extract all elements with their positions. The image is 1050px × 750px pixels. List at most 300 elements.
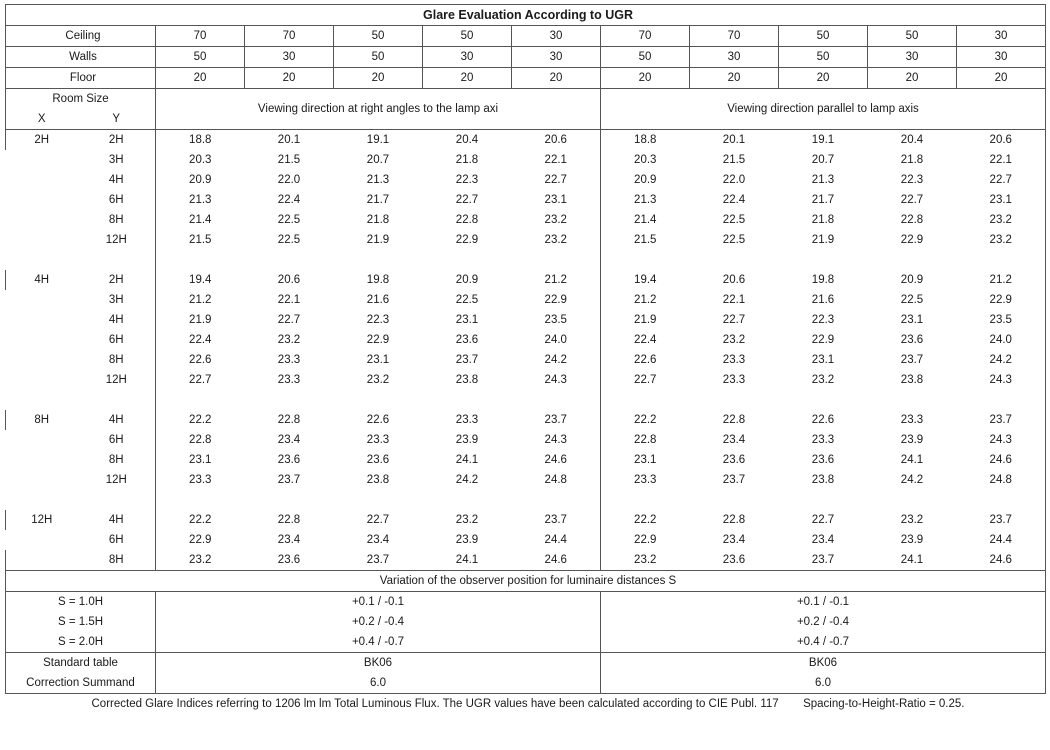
variation-right-value: +0.1 / -0.1 [601, 592, 1046, 613]
ugr-value: 23.9 [455, 433, 479, 446]
table-row [6, 450, 1046, 470]
ugr-value: 23.3 [277, 373, 301, 386]
ugr-value: 21.4 [189, 213, 212, 226]
ugr-value: 19.1 [334, 130, 423, 151]
variation-header: Variation of the observer position for luminaire distances S [6, 571, 1046, 592]
ugr-value: 23.3 [455, 413, 479, 426]
ugr-value: 23.1 [366, 353, 390, 366]
ugr-value: 21.2 [957, 270, 1046, 290]
ugr-value: 24.8 [957, 470, 1046, 490]
ugr-value: 23.3 [601, 470, 690, 490]
row-y-label: 2H [78, 130, 156, 151]
ugr-value: 21.9 [366, 233, 390, 246]
ugr-value: 23.2 [277, 333, 301, 346]
x-axis-label: X [6, 109, 78, 130]
ugr-value: 22.9 [957, 290, 1046, 310]
ugr-value: 21.7 [366, 193, 390, 206]
ugr-value: 21.5 [277, 153, 301, 166]
ugr-value: 20.1 [690, 130, 779, 151]
ugr-value: 22.8 [601, 430, 690, 450]
standard-table-label: Standard table [6, 653, 156, 674]
ugr-value: 23.7 [900, 353, 924, 366]
ugr-value: 23.6 [277, 453, 301, 466]
ugr-value: 23.3 [722, 353, 746, 366]
row-y-label: 6H [78, 530, 156, 550]
ugr-value: 20.6 [957, 130, 1046, 151]
floor-value: 20 [690, 68, 779, 89]
footer-note [6, 694, 1046, 715]
ugr-value: 24.6 [544, 453, 567, 466]
floor-value: 20 [957, 68, 1046, 89]
group-spacer [6, 250, 1046, 270]
ugr-value: 22.8 [900, 213, 924, 226]
ugr-value: 21.3 [189, 193, 212, 206]
ugr-value: 24.1 [900, 453, 924, 466]
ugr-value: 23.5 [544, 313, 567, 326]
ugr-value: 22.3 [366, 313, 390, 326]
ugr-value: 22.8 [277, 513, 301, 526]
ugr-value: 23.1 [900, 313, 924, 326]
ugr-value: 23.4 [277, 533, 301, 546]
ugr-value: 19.4 [189, 273, 212, 286]
ugr-value: 24.1 [868, 550, 957, 571]
standard-table-left: BK06 [156, 653, 601, 674]
ugr-value: 24.2 [455, 473, 479, 486]
ugr-value: 22.9 [900, 233, 924, 246]
ugr-value: 24.2 [900, 473, 924, 486]
ugr-value: 23.7 [722, 473, 746, 486]
table-row [6, 150, 1046, 170]
ugr-value: 23.2 [957, 210, 1046, 230]
ugr-value: 20.1 [245, 130, 334, 151]
ugr-value: 22.8 [455, 213, 479, 226]
ugr-value: 23.8 [455, 373, 479, 386]
ugr-value: 22.8 [277, 413, 301, 426]
ugr-value: 21.6 [366, 293, 390, 306]
table-row [6, 310, 1046, 330]
ugr-value: 22.9 [601, 530, 690, 550]
floor-value: 20 [868, 68, 957, 89]
variation-row [6, 592, 1046, 613]
variation-right-value: +0.2 / -0.4 [601, 612, 1046, 632]
ugr-value: 22.3 [900, 173, 924, 186]
reflectance-row-walls [6, 47, 1046, 68]
ugr-value: 24.6 [957, 550, 1046, 571]
ugr-value: 23.6 [722, 453, 746, 466]
ceiling-value: 50 [779, 26, 868, 47]
ugr-value: 20.6 [512, 130, 601, 151]
reflectance-row-floor [6, 68, 1046, 89]
floor-value: 20 [334, 68, 423, 89]
ugr-value: 20.9 [601, 170, 690, 190]
correction-summand-left: 6.0 [156, 673, 601, 694]
ugr-value: 23.2 [366, 373, 390, 386]
ugr-value: 22.4 [601, 330, 690, 350]
ugr-value: 23.7 [544, 413, 567, 426]
ugr-table [5, 4, 1046, 714]
standard-table-right: BK06 [601, 653, 1046, 674]
ugr-value: 23.7 [334, 550, 423, 571]
ugr-value: 23.9 [900, 533, 924, 546]
correction-summand-label: Correction Summand [6, 673, 156, 694]
row-y-label: 4H [78, 310, 156, 330]
floor-label: Floor [6, 68, 156, 89]
ugr-value: 23.7 [957, 410, 1046, 430]
table-row [6, 270, 1046, 290]
ugr-value: 22.7 [957, 170, 1046, 190]
ugr-value: 22.7 [544, 173, 567, 186]
row-y-label: 8H [78, 450, 156, 470]
ugr-value: 23.1 [544, 193, 567, 206]
table-row [6, 130, 1046, 151]
standard-table-row [6, 653, 1046, 674]
ugr-value: 23.2 [811, 373, 835, 386]
ugr-value: 21.8 [811, 213, 835, 226]
ugr-value: 21.5 [189, 233, 212, 246]
variation-label: S = 1.5H [6, 612, 156, 632]
floor-value: 20 [423, 68, 512, 89]
walls-value: 30 [512, 47, 601, 68]
walls-value: 50 [156, 47, 245, 68]
ugr-value: 24.6 [957, 450, 1046, 470]
direction-right-angles-label: Viewing direction at right angles to the lamp axi [156, 89, 601, 130]
ugr-value: 22.5 [900, 293, 924, 306]
row-y-label: 12H [78, 230, 156, 250]
ugr-value: 23.8 [900, 373, 924, 386]
ugr-value: 22.9 [811, 333, 835, 346]
ugr-value: 22.5 [722, 233, 746, 246]
ugr-value: 22.4 [189, 333, 212, 346]
ugr-value: 19.4 [601, 270, 690, 290]
ugr-value: 22.2 [189, 413, 212, 426]
ceiling-value: 70 [690, 26, 779, 47]
ugr-value: 22.3 [811, 313, 835, 326]
table-row [6, 330, 1046, 350]
ugr-value: 21.6 [811, 293, 835, 306]
ugr-value: 22.6 [601, 350, 690, 370]
ugr-value: 22.5 [277, 233, 301, 246]
ugr-value: 23.2 [900, 513, 924, 526]
ugr-value: 23.2 [957, 230, 1046, 250]
ugr-value: 20.3 [601, 150, 690, 170]
ugr-value: 23.2 [455, 513, 479, 526]
ugr-value: 21.5 [722, 153, 746, 166]
ugr-value: 23.6 [245, 550, 334, 571]
ugr-value: 21.8 [366, 213, 390, 226]
footer-spacing-ratio: Spacing-to-Height-Ratio = 0.25. [803, 697, 965, 710]
ugr-value: 23.7 [957, 510, 1046, 530]
ugr-value: 20.3 [189, 153, 212, 166]
ugr-value: 23.2 [722, 333, 746, 346]
ceiling-value: 70 [601, 26, 690, 47]
table-row [6, 230, 1046, 250]
ugr-value: 24.4 [544, 533, 567, 546]
ugr-value: 20.9 [455, 273, 479, 286]
ugr-value: 24.3 [544, 373, 567, 386]
row-y-label: 6H [78, 330, 156, 350]
ugr-value: 21.8 [455, 153, 479, 166]
ugr-value: 23.3 [277, 353, 301, 366]
walls-value: 50 [601, 47, 690, 68]
ugr-value: 23.7 [455, 353, 479, 366]
group-x-label: 2H [6, 130, 78, 151]
ugr-value: 20.9 [189, 173, 212, 186]
row-y-label: 8H [78, 350, 156, 370]
ugr-value: 23.4 [722, 533, 746, 546]
ugr-value: 22.7 [189, 373, 212, 386]
variation-header-row [6, 571, 1046, 592]
row-y-label: 8H [78, 550, 156, 571]
walls-value: 50 [779, 47, 868, 68]
ugr-value: 23.6 [811, 453, 835, 466]
ugr-value: 22.8 [189, 433, 212, 446]
walls-value: 30 [868, 47, 957, 68]
ugr-value: 24.3 [957, 370, 1046, 390]
group-x-label: 12H [6, 510, 78, 530]
ugr-value: 23.3 [366, 433, 390, 446]
ugr-value: 23.7 [779, 550, 868, 571]
ugr-value: 22.5 [722, 213, 746, 226]
ugr-value: 23.4 [722, 433, 746, 446]
ugr-value: 24.3 [544, 433, 567, 446]
ceiling-value: 70 [245, 26, 334, 47]
ugr-value: 22.5 [455, 293, 479, 306]
ugr-value: 23.4 [277, 433, 301, 446]
ugr-value: 22.2 [601, 410, 690, 430]
ceiling-value: 50 [334, 26, 423, 47]
variation-row [6, 632, 1046, 653]
ugr-value: 21.9 [601, 310, 690, 330]
walls-value: 30 [957, 47, 1046, 68]
floor-value: 20 [779, 68, 868, 89]
ugr-value: 23.3 [811, 433, 835, 446]
table-row [6, 290, 1046, 310]
ugr-value: 22.4 [277, 193, 301, 206]
row-y-label: 8H [78, 210, 156, 230]
ugr-value: 22.9 [544, 293, 567, 306]
ceiling-value: 50 [868, 26, 957, 47]
ugr-value: 19.8 [811, 273, 835, 286]
row-y-label: 12H [78, 370, 156, 390]
ugr-value: 21.2 [601, 290, 690, 310]
ugr-value: 20.6 [722, 273, 746, 286]
group-spacer [6, 490, 1046, 510]
footer-note-text: Corrected Glare Indices referring to 1206 lm lm Total Luminous Flux. The UGR values have been calculated according to CIE Publ. 117 [91, 697, 779, 710]
floor-value: 20 [245, 68, 334, 89]
ugr-value: 22.7 [900, 193, 924, 206]
ugr-value: 22.0 [277, 173, 301, 186]
walls-value: 30 [245, 47, 334, 68]
ugr-value: 23.1 [957, 190, 1046, 210]
ugr-value: 24.0 [544, 333, 567, 346]
ugr-value: 21.7 [811, 193, 835, 206]
table-row [6, 550, 1046, 571]
ugr-value: 20.9 [900, 273, 924, 286]
row-y-label: 12H [78, 470, 156, 490]
ugr-value: 23.6 [366, 453, 390, 466]
ceiling-value: 50 [423, 26, 512, 47]
variation-label: S = 1.0H [6, 592, 156, 613]
group-spacer [6, 390, 1046, 410]
ugr-value: 23.1 [601, 450, 690, 470]
ugr-value: 24.1 [455, 453, 479, 466]
correction-summand-right: 6.0 [601, 673, 1046, 694]
ugr-value: 24.4 [957, 530, 1046, 550]
ugr-value: 22.1 [722, 293, 746, 306]
ugr-value: 22.6 [811, 413, 835, 426]
ugr-value: 23.2 [544, 213, 567, 226]
ugr-value: 22.0 [722, 173, 746, 186]
ugr-value: 24.0 [957, 330, 1046, 350]
ugr-value: 22.9 [189, 533, 212, 546]
reflectance-row-ceiling [6, 26, 1046, 47]
row-y-label: 3H [78, 290, 156, 310]
ceiling-value: 70 [156, 26, 245, 47]
ugr-value: 19.1 [779, 130, 868, 151]
floor-value: 20 [601, 68, 690, 89]
ugr-value: 23.4 [811, 533, 835, 546]
ugr-value: 21.2 [544, 273, 567, 286]
ugr-value: 22.6 [189, 353, 212, 366]
ugr-value: 18.8 [601, 130, 690, 151]
variation-left-value: +0.4 / -0.7 [156, 632, 601, 653]
row-y-label: 6H [78, 430, 156, 450]
ugr-value: 21.3 [366, 173, 390, 186]
table-row [6, 370, 1046, 390]
row-y-label: 4H [78, 410, 156, 430]
ugr-value: 23.2 [156, 550, 245, 571]
y-axis-label: Y [78, 109, 156, 130]
ugr-value: 22.8 [722, 513, 746, 526]
row-y-label: 4H [78, 170, 156, 190]
ugr-value: 22.8 [722, 413, 746, 426]
ugr-value: 20.4 [423, 130, 512, 151]
ceiling-value: 30 [512, 26, 601, 47]
ugr-value: 23.4 [366, 533, 390, 546]
ugr-value: 22.5 [277, 213, 301, 226]
walls-label: Walls [6, 47, 156, 68]
walls-value: 30 [423, 47, 512, 68]
ugr-value: 23.6 [900, 333, 924, 346]
group-x-label: 8H [6, 410, 78, 430]
variation-left-value: +0.1 / -0.1 [156, 592, 601, 613]
ugr-value: 23.2 [544, 233, 567, 246]
ugr-value: 23.8 [811, 473, 835, 486]
table-row [6, 530, 1046, 550]
table-row [6, 410, 1046, 430]
ugr-value: 23.2 [601, 550, 690, 571]
page-title: Glare Evaluation According to UGR [6, 5, 1046, 26]
ugr-value: 22.4 [722, 193, 746, 206]
ugr-value: 22.7 [455, 193, 479, 206]
ceiling-label: Ceiling [6, 26, 156, 47]
walls-value: 50 [334, 47, 423, 68]
ugr-value: 22.6 [366, 413, 390, 426]
floor-value: 20 [156, 68, 245, 89]
ugr-value: 24.2 [544, 353, 567, 366]
table-row [6, 430, 1046, 450]
ugr-value: 21.3 [811, 173, 835, 186]
ugr-value: 22.1 [957, 150, 1046, 170]
ugr-value: 23.6 [455, 333, 479, 346]
variation-right-value: +0.4 / -0.7 [601, 632, 1046, 653]
variation-row [6, 612, 1046, 632]
table-row [6, 190, 1046, 210]
ceiling-value: 30 [957, 26, 1046, 47]
ugr-value: 21.4 [601, 210, 690, 230]
ugr-value: 22.2 [189, 513, 212, 526]
ugr-value: 20.7 [366, 153, 390, 166]
section-header-row-1 [6, 89, 1046, 110]
ugr-value: 21.9 [189, 313, 212, 326]
ugr-value: 23.9 [900, 433, 924, 446]
ugr-value: 23.8 [366, 473, 390, 486]
ugr-value: 23.3 [900, 413, 924, 426]
row-y-label: 3H [78, 150, 156, 170]
ugr-value: 23.3 [189, 473, 212, 486]
ugr-value: 18.8 [156, 130, 245, 151]
correction-summand-row [6, 673, 1046, 694]
ugr-value: 24.3 [957, 430, 1046, 450]
variation-left-value: +0.2 / -0.4 [156, 612, 601, 632]
floor-value: 20 [512, 68, 601, 89]
ugr-value: 22.1 [544, 153, 567, 166]
ugr-value: 22.7 [811, 513, 835, 526]
ugr-value: 22.1 [277, 293, 301, 306]
table-row [6, 170, 1046, 190]
variation-label: S = 2.0H [6, 632, 156, 653]
ugr-value: 22.7 [601, 370, 690, 390]
footer-row [6, 694, 1046, 715]
table-row [6, 470, 1046, 490]
room-size-label: Room Size [6, 89, 156, 110]
ugr-value: 22.7 [366, 513, 390, 526]
ugr-value: 23.7 [544, 513, 567, 526]
walls-value: 30 [690, 47, 779, 68]
ugr-value: 23.5 [957, 310, 1046, 330]
group-x-label: 4H [6, 270, 78, 290]
table-row [6, 350, 1046, 370]
table-row [6, 210, 1046, 230]
ugr-value: 20.4 [868, 130, 957, 151]
row-y-label: 4H [78, 510, 156, 530]
ugr-value: 22.9 [366, 333, 390, 346]
ugr-value: 21.8 [900, 153, 924, 166]
direction-parallel-label: Viewing direction parallel to lamp axis [601, 89, 1046, 130]
ugr-value: 22.3 [455, 173, 479, 186]
ugr-value: 24.1 [423, 550, 512, 571]
ugr-value: 21.3 [601, 190, 690, 210]
ugr-value: 23.1 [455, 313, 479, 326]
ugr-value: 20.7 [811, 153, 835, 166]
ugr-value: 21.9 [811, 233, 835, 246]
ugr-value: 24.8 [544, 473, 567, 486]
ugr-value: 22.9 [455, 233, 479, 246]
ugr-value: 23.1 [189, 453, 212, 466]
ugr-value: 23.9 [455, 533, 479, 546]
ugr-value: 21.5 [601, 230, 690, 250]
title-row [6, 5, 1046, 26]
ugr-value: 23.1 [811, 353, 835, 366]
ugr-value: 23.7 [277, 473, 301, 486]
ugr-value: 23.6 [690, 550, 779, 571]
ugr-value: 20.6 [277, 273, 301, 286]
ugr-value: 24.6 [512, 550, 601, 571]
ugr-value: 22.2 [601, 510, 690, 530]
ugr-value: 22.7 [722, 313, 746, 326]
row-y-label: 2H [78, 270, 156, 290]
row-y-label: 6H [78, 190, 156, 210]
